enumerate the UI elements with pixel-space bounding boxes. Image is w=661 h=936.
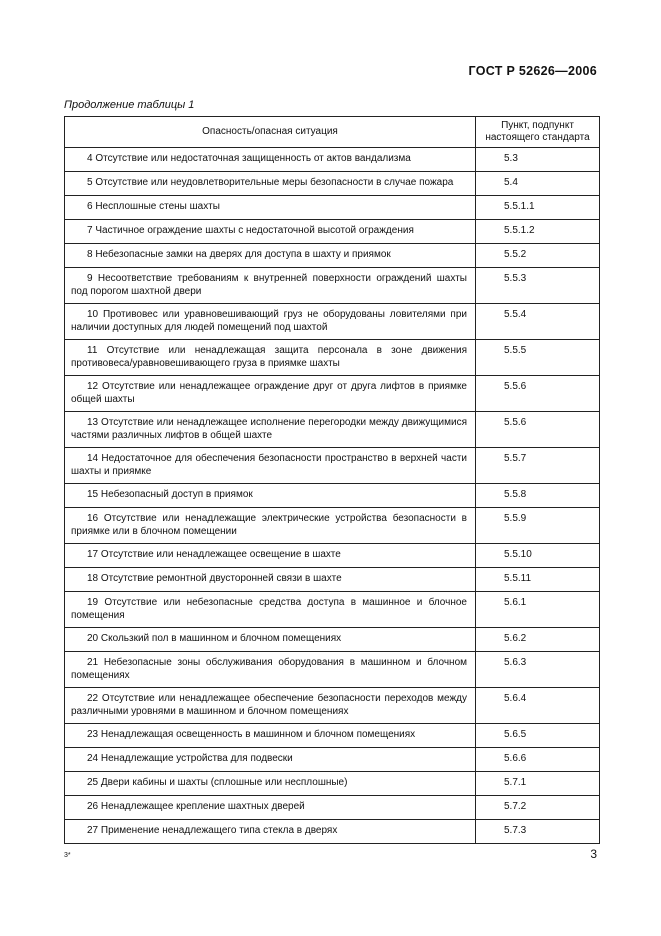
clause-cell: 5.5.10 bbox=[476, 544, 600, 568]
hazard-cell: 8 Небезопасные замки на дверях для доступа в шахту и приямок bbox=[65, 244, 476, 268]
table-row bbox=[65, 196, 600, 220]
hazard-cell: 7 Частичное ограждение шахты с недостаточной высотой ограждения bbox=[65, 220, 476, 244]
clause-cell: 5.5.11 bbox=[476, 568, 600, 592]
hazard-cell: 10 Противовес или уравновешивающий груз не оборудованы ловителями при наличии доступных для людей помещений под шахтой bbox=[65, 304, 476, 340]
clause-cell: 5.5.2 bbox=[476, 244, 600, 268]
table-caption: Продолжение таблицы 1 bbox=[64, 99, 195, 111]
table-row bbox=[65, 220, 600, 244]
table-row bbox=[65, 244, 600, 268]
clause-cell: 5.5.1.1 bbox=[476, 196, 600, 220]
table-row bbox=[65, 592, 600, 628]
table-row bbox=[65, 748, 600, 772]
hazard-cell: 4 Отсутствие или недостаточная защищенность от актов вандализма bbox=[65, 148, 476, 172]
table-row bbox=[65, 484, 600, 508]
clause-cell: 5.5.6 bbox=[476, 412, 600, 448]
table-row bbox=[65, 448, 600, 484]
table-row bbox=[65, 268, 600, 304]
page-number: 3 bbox=[590, 847, 597, 861]
clause-cell: 5.6.3 bbox=[476, 652, 600, 688]
hazard-cell: 21 Небезопасные зоны обслуживания оборудования в машинном и блочном помещениях bbox=[65, 652, 476, 688]
table-row bbox=[65, 724, 600, 748]
clause-cell: 5.4 bbox=[476, 172, 600, 196]
hazards-table bbox=[64, 116, 600, 844]
hazard-cell: 9 Несоответствие требованиям к внутренней поверхности ограждений шахты под порогом шахтной двери bbox=[65, 268, 476, 304]
clause-cell: 5.5.3 bbox=[476, 268, 600, 304]
hazard-cell: 23 Ненадлежащая освещенность в машинном и блочном помещениях bbox=[65, 724, 476, 748]
hazard-cell: 19 Отсутствие или небезопасные средства доступа в машинное и блочное помещения bbox=[65, 592, 476, 628]
hazard-cell: 26 Ненадлежащее крепление шахтных дверей bbox=[65, 796, 476, 820]
hazard-cell: 12 Отсутствие или ненадлежащее ограждение друг от друга лифтов в приямке общей шахты bbox=[65, 376, 476, 412]
table-row bbox=[65, 412, 600, 448]
clause-cell: 5.5.5 bbox=[476, 340, 600, 376]
clause-cell: 5.3 bbox=[476, 148, 600, 172]
clause-cell: 5.7.3 bbox=[476, 820, 600, 844]
column-header-hazard: Опасность/опасная ситуация bbox=[65, 117, 476, 148]
clause-cell: 5.5.6 bbox=[476, 376, 600, 412]
clause-cell: 5.7.1 bbox=[476, 772, 600, 796]
hazard-cell: 6 Несплошные стены шахты bbox=[65, 196, 476, 220]
hazard-cell: 22 Отсутствие или ненадлежащее обеспечение безопасности переходов между различными уровнями в машинном и блочном помещениях bbox=[65, 688, 476, 724]
hazard-cell: 20 Скользкий пол в машинном и блочном помещениях bbox=[65, 628, 476, 652]
clause-cell: 5.5.8 bbox=[476, 484, 600, 508]
clause-cell: 5.6.5 bbox=[476, 724, 600, 748]
clause-cell: 5.6.1 bbox=[476, 592, 600, 628]
hazard-cell: 5 Отсутствие или неудовлетворительные меры безопасности в случае пожара bbox=[65, 172, 476, 196]
table-row bbox=[65, 172, 600, 196]
sheet-mark: 3* bbox=[64, 852, 71, 859]
hazard-cell: 25 Двери кабины и шахты (сплошные или несплошные) bbox=[65, 772, 476, 796]
clause-cell: 5.5.7 bbox=[476, 448, 600, 484]
table-row bbox=[65, 652, 600, 688]
column-header-clause: Пункт, подпункт настоящего стандарта bbox=[476, 117, 600, 148]
hazard-cell: 11 Отсутствие или ненадлежащая защита персонала в зоне движения противовеса/уравновешивающего груза в приямке шахты bbox=[65, 340, 476, 376]
hazard-cell: 15 Небезопасный доступ в приямок bbox=[65, 484, 476, 508]
table-header-row bbox=[65, 117, 600, 148]
clause-cell: 5.6.2 bbox=[476, 628, 600, 652]
clause-cell: 5.5.1.2 bbox=[476, 220, 600, 244]
table-row bbox=[65, 376, 600, 412]
clause-cell: 5.6.4 bbox=[476, 688, 600, 724]
table-row bbox=[65, 628, 600, 652]
hazard-cell: 27 Применение ненадлежащего типа стекла в дверях bbox=[65, 820, 476, 844]
table-row bbox=[65, 796, 600, 820]
clause-cell: 5.5.4 bbox=[476, 304, 600, 340]
standard-designation: ГОСТ Р 52626—2006 bbox=[468, 64, 597, 78]
hazard-cell: 13 Отсутствие или ненадлежащее исполнение перегородки между движущимися частями различных лифтов в общей шахте bbox=[65, 412, 476, 448]
hazard-cell: 14 Недостаточное для обеспечения безопасности пространство в верхней части шахты и приямке bbox=[65, 448, 476, 484]
table-row bbox=[65, 820, 600, 844]
table-row bbox=[65, 340, 600, 376]
hazard-cell: 17 Отсутствие или ненадлежащее освещение в шахте bbox=[65, 544, 476, 568]
table-row bbox=[65, 508, 600, 544]
hazard-cell: 24 Ненадлежащие устройства для подвески bbox=[65, 748, 476, 772]
table-row bbox=[65, 772, 600, 796]
clause-cell: 5.6.6 bbox=[476, 748, 600, 772]
hazard-cell: 16 Отсутствие или ненадлежащие электрические устройства безопасности в приямке или в блочном помещении bbox=[65, 508, 476, 544]
table-row bbox=[65, 544, 600, 568]
table-row bbox=[65, 688, 600, 724]
hazard-cell: 18 Отсутствие ремонтной двусторонней связи в шахте bbox=[65, 568, 476, 592]
clause-cell: 5.5.9 bbox=[476, 508, 600, 544]
clause-cell: 5.7.2 bbox=[476, 796, 600, 820]
table-row bbox=[65, 568, 600, 592]
table-row bbox=[65, 148, 600, 172]
table-row bbox=[65, 304, 600, 340]
